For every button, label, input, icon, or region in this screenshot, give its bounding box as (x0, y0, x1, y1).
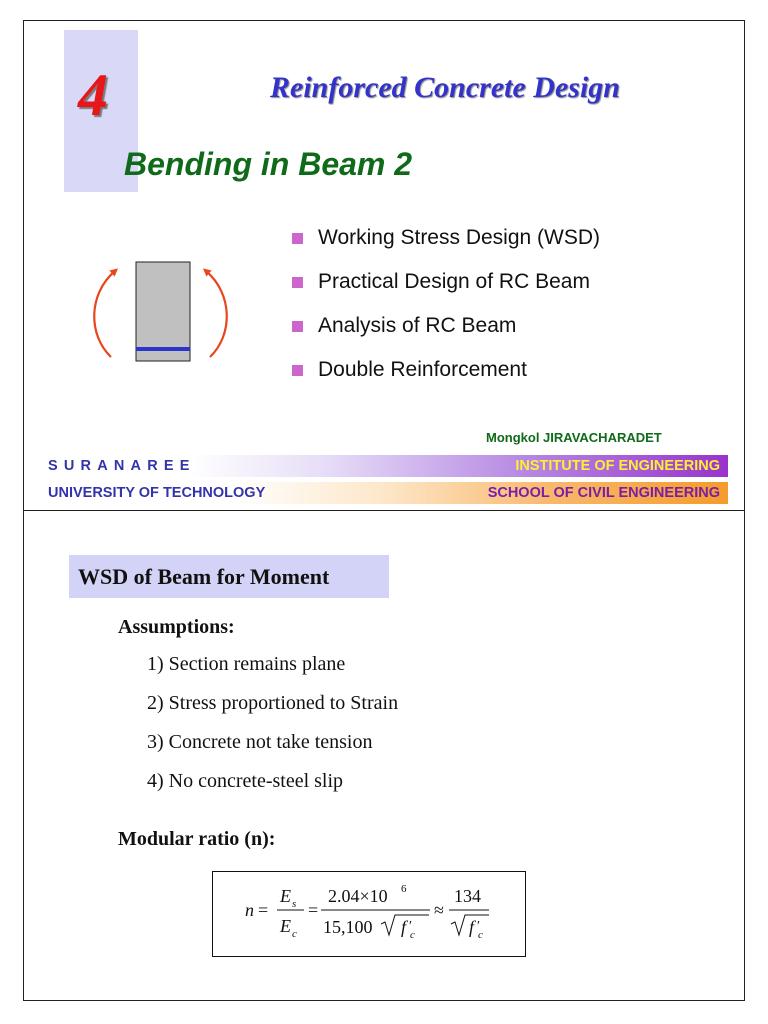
university-name: SURANAREE (48, 458, 196, 474)
assumption-item: 4) No concrete-steel slip (147, 770, 344, 792)
content-slide (23, 510, 745, 1001)
list-item (292, 314, 600, 358)
school-name: SCHOOL OF CIVIL ENGINEERING (487, 485, 720, 501)
formula-box (212, 871, 526, 957)
list-item (292, 270, 600, 314)
bullet-square-icon (292, 365, 303, 376)
assumption-item: 1) Section remains plane (147, 653, 346, 675)
bullet-square-icon (292, 277, 303, 288)
formula-fc: f (469, 917, 475, 937)
formula-equals: = (308, 900, 319, 920)
moment-arrow-icon (94, 271, 115, 357)
author-name: Mongkol JIRAVACHARADET (486, 430, 662, 445)
assumption-item: 2) Stress proportioned to Strain (147, 692, 399, 714)
university-subtitle: UNIVERSITY OF TECHNOLOGY (48, 485, 266, 501)
formula-equals: = (258, 900, 269, 920)
chapter-number: 4 (78, 62, 108, 128)
section-title: WSD of Beam for Moment (69, 555, 389, 598)
list-item (292, 358, 600, 402)
title-slide (23, 20, 745, 511)
rebar-line (136, 347, 190, 351)
formula-fc-sub: c (478, 929, 483, 941)
topic-label: Working Stress Design (WSD) (318, 226, 601, 249)
bullet-square-icon (292, 233, 303, 244)
formula-es-sub: s (292, 898, 297, 910)
footer-band-bottom (38, 482, 728, 504)
footer-band-top (38, 455, 728, 477)
formula-n: n (245, 900, 254, 920)
topic-list (292, 226, 600, 402)
formula-numerator: 134 (454, 886, 481, 906)
modular-ratio-label: Modular ratio (n): (118, 828, 276, 850)
formula-numerator: 2.04×10 (328, 886, 388, 906)
assumptions-label: Assumptions: (118, 616, 235, 638)
beam-section-icon (136, 262, 190, 361)
topic-label: Analysis of RC Beam (318, 314, 517, 337)
formula-exponent: 6 (401, 883, 407, 895)
topic-label: Practical Design of RC Beam (318, 270, 590, 293)
list-item (292, 226, 600, 270)
topic-label: Double Reinforcement (318, 358, 527, 381)
formula-ec-sub: c (292, 928, 297, 940)
formula-fc-sub: c (410, 929, 415, 941)
institute-name: INSTITUTE OF ENGINEERING (515, 458, 720, 474)
formula-prime: ′ (409, 919, 413, 934)
assumption-item: 3) Concrete not take tension (147, 731, 373, 753)
moment-arrow-icon (206, 271, 227, 357)
formula-denominator: 15,100 (323, 917, 373, 937)
course-title: Reinforced Concrete Design (270, 71, 620, 104)
formula-es: E (280, 886, 291, 906)
bullet-square-icon (292, 321, 303, 332)
beam-diagram (92, 259, 242, 371)
formula-approx: ≈ (434, 900, 444, 920)
formula-fc: f (401, 917, 407, 937)
modular-ratio-formula (213, 872, 525, 956)
formula-ec: E (280, 916, 291, 936)
lecture-title: Bending in Beam 2 (124, 146, 413, 182)
formula-prime: ′ (477, 919, 481, 934)
